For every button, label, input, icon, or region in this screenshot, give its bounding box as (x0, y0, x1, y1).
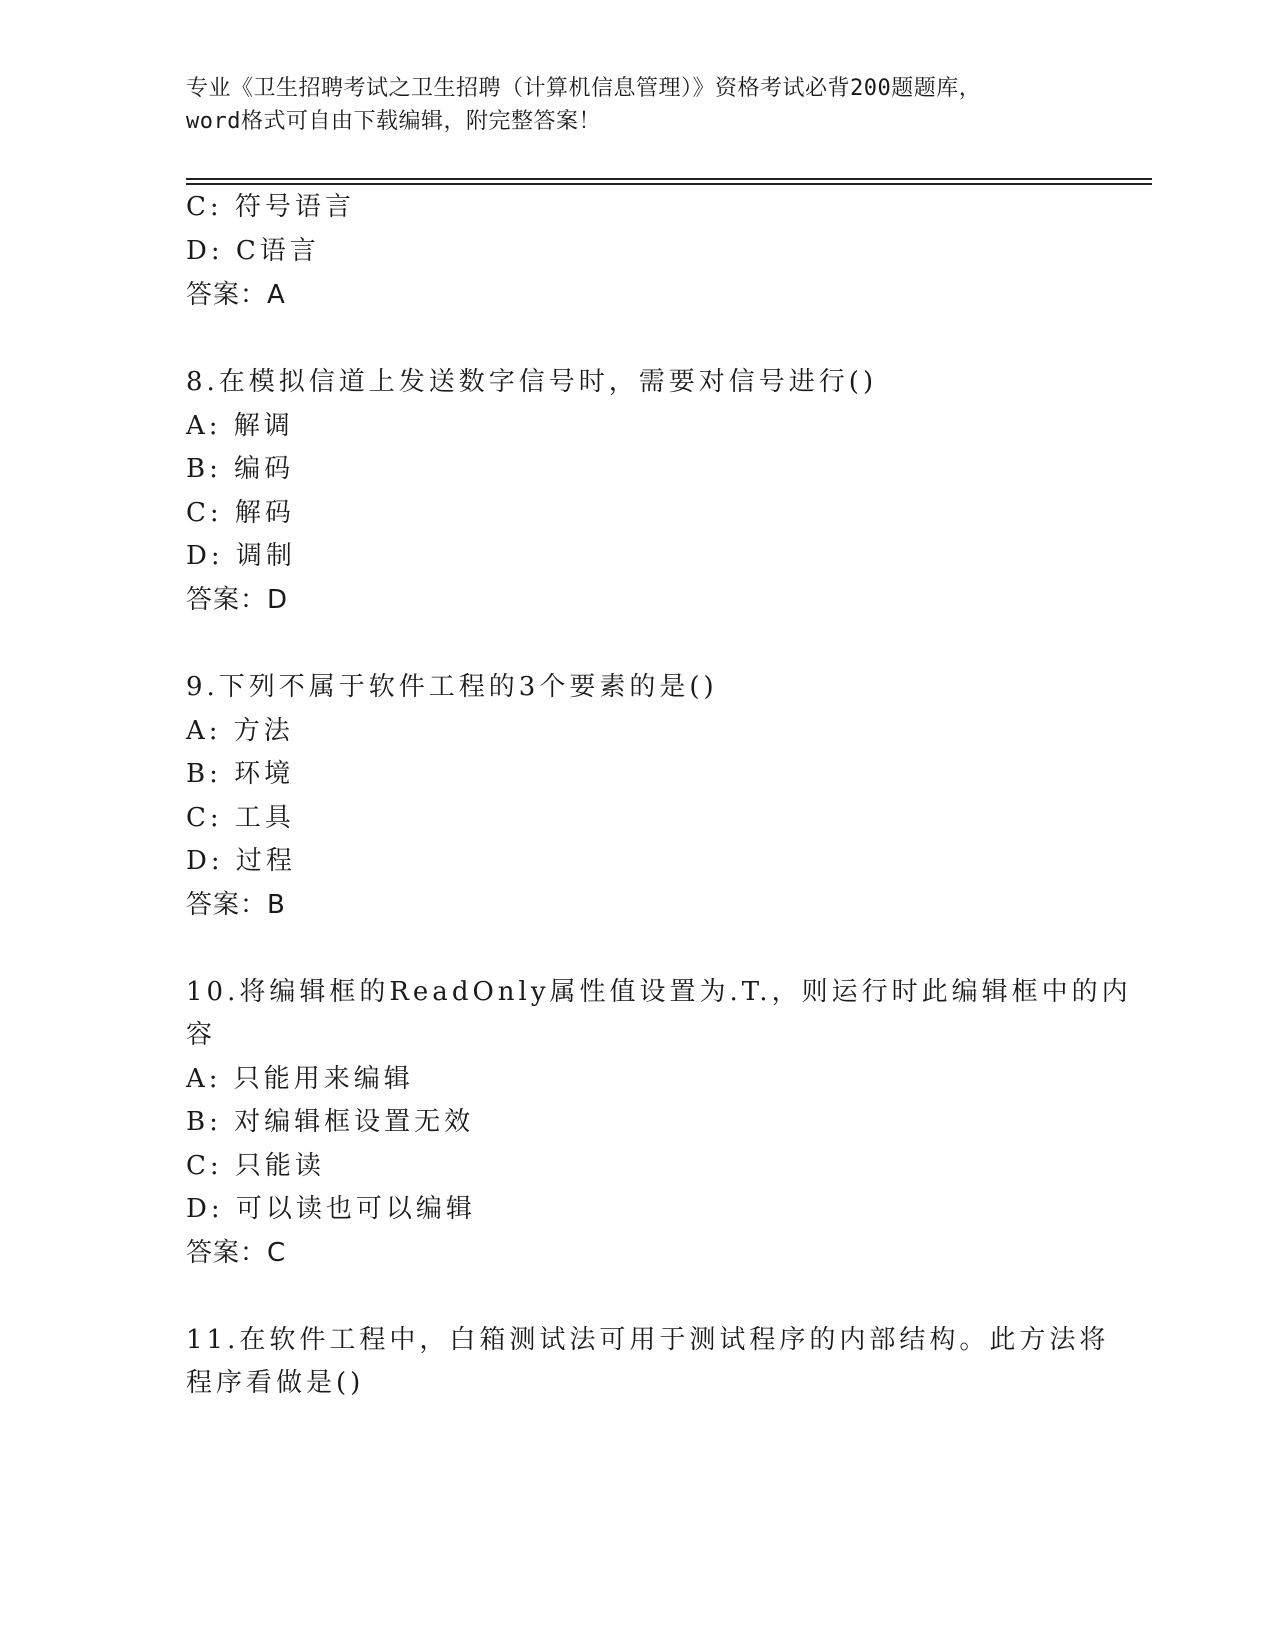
q7-option-c: C: 符号语言 (186, 192, 355, 222)
q10-option-b: B: 对编辑框设置无效 (186, 1107, 475, 1137)
q9-option-b: B: 环境 (186, 759, 295, 789)
q7-option-d: D: C语言 (186, 236, 320, 266)
q8-option-d: D: 调制 (186, 541, 296, 571)
header-line-2: word格式可自由下载编辑，附完整答案！ (186, 109, 601, 134)
q8-option-a: A: 解调 (186, 411, 294, 441)
q9-option-a: A: 方法 (186, 716, 294, 746)
q9-question: 9.下列不属于软件工程的3个要素的是() (186, 672, 718, 702)
q8-option-c: C: 解码 (186, 498, 295, 528)
q10-option-c: C: 只能读 (186, 1151, 325, 1181)
q9-option-d: D: 过程 (186, 846, 296, 876)
q10-option-d: D: 可以读也可以编辑 (186, 1194, 476, 1224)
document-header (186, 72, 1066, 138)
q9-option-c: C: 工具 (186, 803, 295, 833)
header-rule-top (186, 178, 1152, 180)
header-rule-bottom (186, 183, 1152, 185)
q8-question: 8.在模拟信道上发送数字信号时，需要对信号进行() (186, 367, 878, 397)
q10-question-line-2: 容 (186, 1020, 217, 1050)
q10-answer: 答案：C (186, 1238, 287, 1268)
q11-question-line-1: 11.在软件工程中，白箱测试法可用于测试程序的内部结构。此方法将 (186, 1325, 1110, 1355)
q8-option-b: B: 编码 (186, 454, 295, 484)
q11-question-line-2: 程序看做是() (186, 1368, 365, 1398)
q7-answer: 答案：A (186, 280, 286, 310)
q9-answer: 答案：B (186, 890, 286, 920)
q8-answer: 答案：D (186, 585, 289, 615)
header-line-1: 专业《卫生招聘考试之卫生招聘（计算机信息管理）》资格考试必背200题题库， (186, 76, 982, 101)
q10-question-line-1: 10.将编辑框的ReadOnly属性值设置为.T.，则运行时此编辑框中的内 (186, 977, 1132, 1007)
q10-option-a: A: 只能用来编辑 (186, 1064, 414, 1094)
